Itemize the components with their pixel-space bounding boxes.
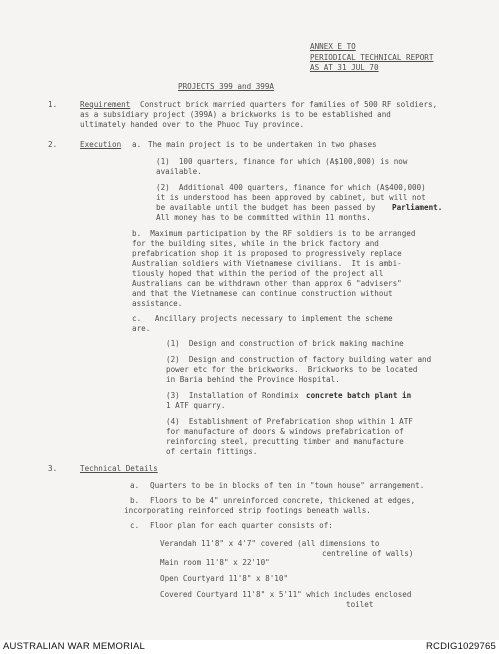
- section-2b-text: and that the Vietnamese can continue construction without: [132, 289, 393, 298]
- section-3b-text: Floors to be 4" unreinforced concrete, thickened at edges,: [150, 496, 416, 505]
- section-3b-text: incorporating reinforced strip footings beneath walls.: [124, 506, 371, 515]
- report-date: AS AT 31 JUL 70: [310, 63, 379, 72]
- section-3c-label: c.: [130, 521, 140, 530]
- floor-plan-room-note: toilet: [346, 600, 374, 609]
- annex-label: ANNEX E TO: [310, 42, 356, 51]
- section-1-number: 1.: [48, 100, 58, 109]
- section-2-number: 2.: [48, 140, 58, 149]
- section-2a1-text: (1) 100 quarters, finance for which (A$100,000) is now: [156, 157, 408, 166]
- section-2a-text: The main project is to be undertaken in two phases: [148, 140, 377, 149]
- section-2a2-text: it is understood has been approved by cabinet, but will not: [156, 193, 426, 202]
- section-1-text-line: ultimately handed over to the Phuoc Tuy province.: [80, 120, 305, 129]
- section-1-heading: Requirement: [80, 100, 131, 109]
- section-2c2-text: power etc for the brickworks. Brickworks to be located: [166, 365, 418, 374]
- floor-plan-room: Open Courtyard 11'8" x 8'10": [160, 574, 289, 583]
- floor-plan-room-note: centreline of walls): [322, 549, 414, 558]
- section-2a2-text: (2) Additional 400 quarters, finance for which (A$400,000): [156, 183, 426, 192]
- floor-plan-room: Main room 11'8" x 22'10": [160, 558, 270, 567]
- section-2c2-text: (2) Design and construction of factory building water and: [166, 355, 432, 364]
- section-2c2-text: in Baria behind the Province Hospital.: [166, 375, 340, 384]
- section-2c-text: are.: [132, 324, 151, 333]
- report-title: PERIODICAL TECHNICAL REPORT: [310, 53, 434, 62]
- section-1-text-line: as a subsidiary project (399A) a brickworks is to be established and: [80, 110, 391, 119]
- section-3-heading: Technical Details: [80, 464, 158, 473]
- section-3a-label: a.: [130, 481, 140, 490]
- section-2b-text: for the building sites, while in the brick factory and: [132, 239, 379, 248]
- section-2-heading: Execution: [80, 140, 122, 149]
- section-2a-label: a.: [132, 140, 142, 149]
- section-2a2-text: All money has to be committed within 11 months.: [156, 213, 371, 222]
- section-2a2-bold: Parliament.: [392, 203, 443, 212]
- section-2c3-text: 1 ATF quarry.: [166, 401, 226, 410]
- document-title: PROJECTS 399 and 399A: [178, 82, 275, 91]
- section-2b-text: assistance.: [132, 299, 183, 308]
- floor-plan-room: Verandah 11'8" x 4'7" covered (all dimensions to: [160, 539, 380, 548]
- section-2c4-text: of certain fittings.: [166, 447, 258, 456]
- section-2c3-bold: concrete batch plant in: [306, 391, 412, 400]
- section-2c3-text: (3) Installation of Rondimix: [166, 391, 299, 400]
- section-2b-text: Australian soldiers with Vietnamese civilians. It is ambi-: [132, 259, 402, 268]
- section-2b-text: tiously hoped that within the period of the project all: [132, 269, 384, 278]
- section-2c4-text: for manufacture of doors & windows prefabrication of: [166, 427, 404, 436]
- section-2b-text: b. Maximum participation by the RF soldiers is to be arranged: [132, 229, 416, 238]
- floor-plan-room: Covered Courtyard 11'8" x 5'11" which includes enclosed: [160, 590, 412, 599]
- section-2a2-text: be available until the budget has been passed by: [156, 203, 376, 212]
- archive-footer: [0, 640, 499, 654]
- section-1-text-line: Construct brick married quarters for families of 500 RF soldiers,: [140, 100, 438, 109]
- footer-institution: AUSTRALIAN WAR MEMORIAL: [3, 641, 146, 652]
- footer-record-id: RCDIG1029765: [426, 641, 496, 652]
- section-2c-text: c. Ancillary projects necessary to implement the scheme: [132, 314, 393, 323]
- section-2c4-text: (4) Establishment of Prefabrication shop within 1 ATF: [166, 417, 413, 426]
- section-3-number: 3.: [48, 464, 58, 473]
- section-2c1-text: (1) Design and construction of brick making machine: [166, 339, 404, 348]
- section-2b-text: prefabrication shop it is proposed to progressively replace: [132, 249, 402, 258]
- section-3b-label: b.: [130, 496, 140, 505]
- section-2c4-text: reinforcing steel, precutting timber and manufacture: [166, 437, 404, 446]
- section-2b-text: Australians can be withdrawn other than approx 6 "advisers": [132, 279, 402, 288]
- section-2a1-text: available.: [156, 167, 202, 176]
- section-3c-text: Floor plan for each quarter consists of:: [150, 521, 333, 530]
- section-3a-text: Quarters to be in blocks of ten in "town house" arrangement.: [150, 481, 425, 490]
